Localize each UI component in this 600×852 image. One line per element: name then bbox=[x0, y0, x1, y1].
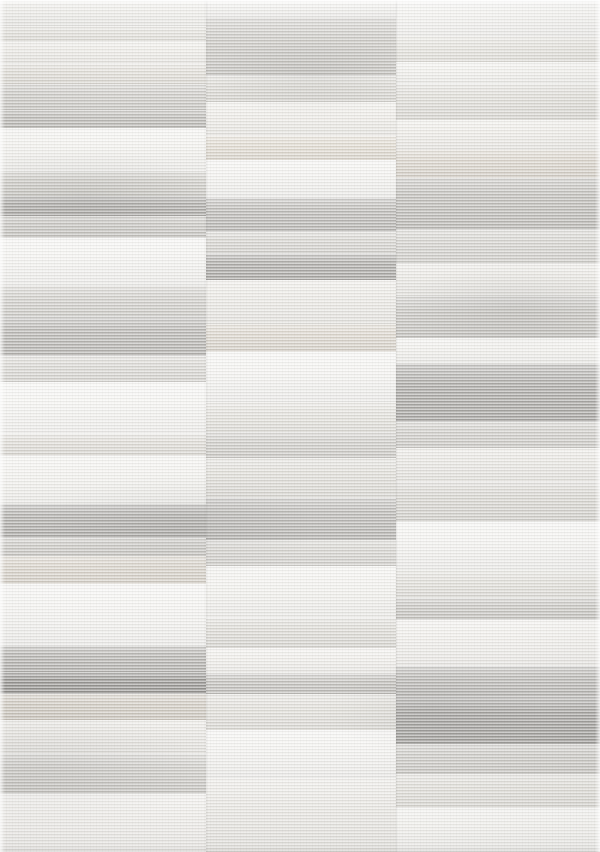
rug-band bbox=[0, 556, 206, 584]
rug-band bbox=[206, 778, 396, 852]
rug-band bbox=[206, 618, 396, 648]
rug-band bbox=[396, 774, 600, 808]
rug-band bbox=[206, 458, 396, 498]
rug-band bbox=[0, 382, 206, 434]
rug-band bbox=[0, 316, 206, 356]
rug-band bbox=[0, 84, 206, 110]
rug-band bbox=[0, 42, 206, 64]
rug-band bbox=[206, 648, 396, 674]
rug-band bbox=[206, 136, 396, 160]
rug-band bbox=[0, 64, 206, 84]
rug-band bbox=[0, 754, 206, 794]
rug-band bbox=[0, 356, 206, 382]
rug-band bbox=[396, 696, 600, 744]
rug-right-panel bbox=[396, 0, 600, 852]
rug-band bbox=[396, 150, 600, 178]
rug-band bbox=[206, 432, 396, 458]
rug-band bbox=[396, 62, 600, 84]
rug-band bbox=[0, 456, 206, 504]
rug-band bbox=[396, 120, 600, 150]
rug-band bbox=[396, 422, 600, 448]
rug-band bbox=[206, 352, 396, 402]
rug-band bbox=[396, 264, 600, 296]
rug-band bbox=[0, 584, 206, 646]
rug-band bbox=[0, 128, 206, 172]
rug-band bbox=[396, 808, 600, 852]
rug-band bbox=[206, 324, 396, 352]
rug-band bbox=[0, 286, 206, 316]
rug-band bbox=[0, 538, 206, 556]
rug-band bbox=[206, 280, 396, 324]
rug-band bbox=[206, 566, 396, 618]
rug-band bbox=[206, 198, 396, 232]
rug-band bbox=[206, 232, 396, 254]
rug-band bbox=[396, 0, 600, 36]
rug-band bbox=[0, 694, 206, 720]
rug-band bbox=[206, 730, 396, 778]
rug-band bbox=[396, 620, 600, 666]
rug-band bbox=[396, 230, 600, 264]
rug-band bbox=[206, 18, 396, 76]
rug-band bbox=[396, 338, 600, 364]
rug-band bbox=[0, 434, 206, 456]
rug-band bbox=[396, 178, 600, 230]
rug-band bbox=[396, 448, 600, 482]
rug-left-panel bbox=[0, 0, 206, 852]
rug-band bbox=[0, 0, 206, 26]
rug-band bbox=[206, 498, 396, 540]
rug-band bbox=[396, 522, 600, 570]
rug-band bbox=[206, 76, 396, 102]
rug-band bbox=[0, 26, 206, 42]
rug-band bbox=[206, 540, 396, 566]
rug-band bbox=[206, 102, 396, 136]
rug-band bbox=[206, 402, 396, 432]
rug-band bbox=[206, 160, 396, 198]
rug-band bbox=[396, 482, 600, 522]
rug-band bbox=[0, 672, 206, 694]
rug-band bbox=[396, 744, 600, 774]
rug-band bbox=[396, 364, 600, 422]
rug-center-panel bbox=[206, 0, 396, 852]
rug-band bbox=[0, 720, 206, 754]
rug-band bbox=[206, 0, 396, 18]
rug-band bbox=[0, 646, 206, 672]
rug-band bbox=[206, 674, 396, 694]
rug-band bbox=[0, 794, 206, 852]
rug-band bbox=[0, 216, 206, 238]
rug-band bbox=[0, 196, 206, 216]
rug-band bbox=[206, 694, 396, 730]
rug-band bbox=[0, 172, 206, 196]
rug-band bbox=[0, 238, 206, 286]
rug-band bbox=[0, 110, 206, 128]
rug-band bbox=[396, 84, 600, 120]
rug-band bbox=[396, 666, 600, 696]
rug-band bbox=[206, 254, 396, 280]
rug-band bbox=[396, 570, 600, 598]
rug-band bbox=[0, 504, 206, 538]
rug-band bbox=[396, 598, 600, 620]
rug-band bbox=[396, 36, 600, 62]
rug-band bbox=[396, 296, 600, 338]
